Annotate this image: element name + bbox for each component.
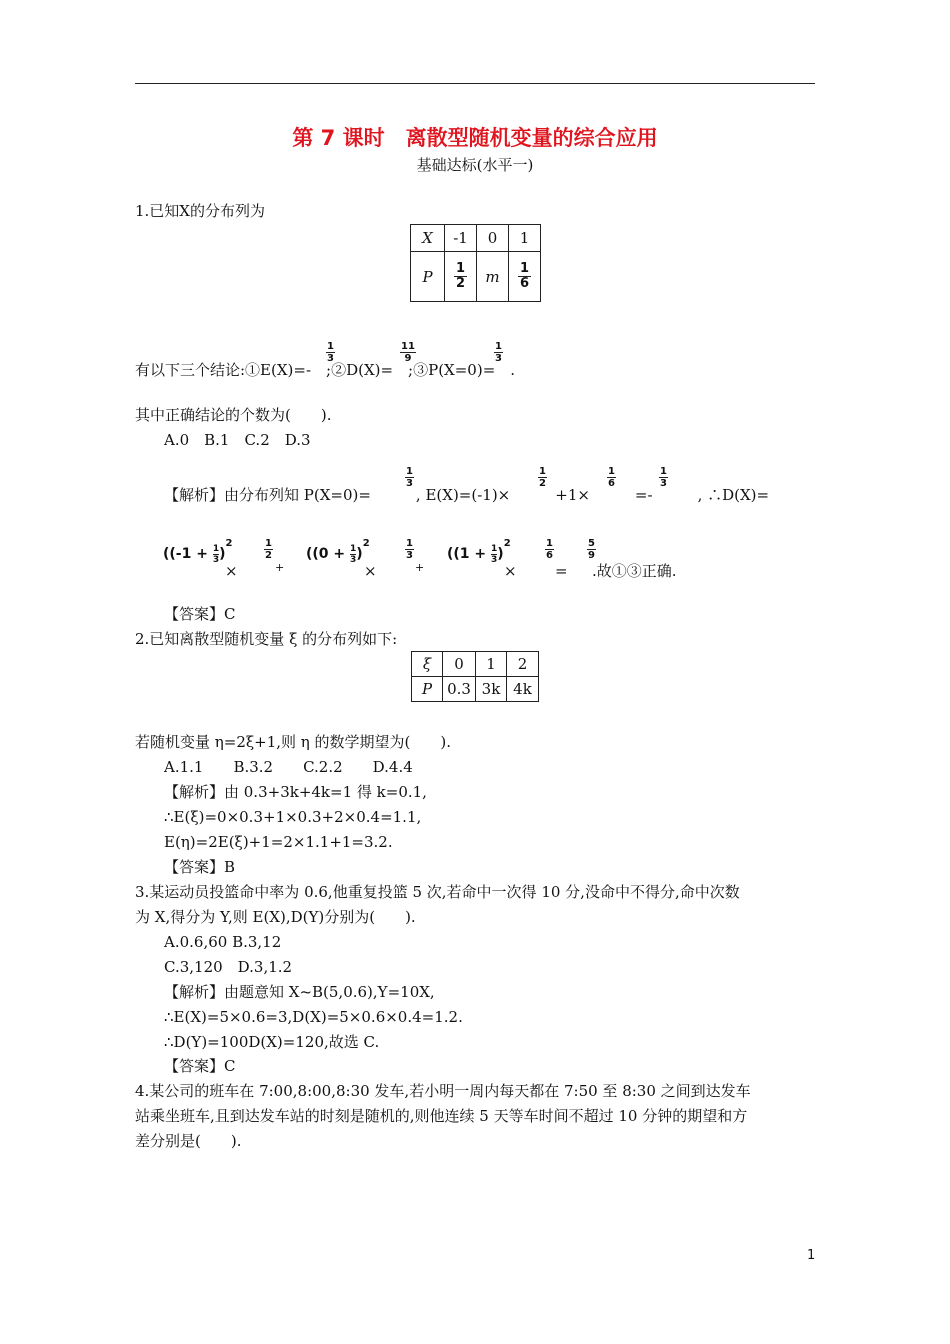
fraction: $\frac{1}{6}$	[519, 261, 530, 291]
q2-analysis-line: ∴E(ξ)=0×0.3+1×0.3+2×0.4=1.1,	[164, 808, 422, 826]
q3-stem-line: 为 X,得分为 Y,则 E(X),D(Y)分别为( ).	[135, 908, 416, 926]
q2-answer: 【答案】B	[164, 858, 236, 876]
page-number: 1	[807, 1248, 816, 1263]
q2-analysis-line: 【解析】由 0.3+3k+4k=1 得 k=0.1,	[164, 783, 427, 801]
fraction: 1 3	[660, 466, 667, 489]
lesson-subtitle: 基础达标(水平一)	[416, 156, 534, 174]
q3-analysis-line: ∴D(Y)=100D(X)=120,故选 C.	[164, 1033, 380, 1051]
plus-sign: +	[415, 561, 425, 574]
table-cell: P	[412, 677, 443, 702]
q1-stem: 1.已知X的分布列为	[135, 202, 265, 220]
q4-stem-line: 差分别是( ).	[135, 1132, 242, 1150]
q4-stem-line: 4.某公司的班车在 7:00,8:00,8:30 发车,若小明一周内每天都在 7:50 至 8:30 之间到达发车	[135, 1082, 751, 1100]
q1-distribution-table	[410, 224, 541, 302]
table-cell: -1	[445, 225, 477, 252]
table-cell: X	[411, 225, 445, 252]
q2-question: 若随机变量 η=2ξ+1,则 η 的数学期望为( ).	[135, 733, 452, 751]
equals-sign: =	[555, 562, 568, 580]
q3-analysis-line: 【解析】由题意知 X~B(5,0.6),Y=10X,	[164, 983, 435, 1001]
fraction: $\frac{1}{2}$	[455, 261, 466, 291]
plus-sign: +	[275, 561, 285, 574]
table-cell	[509, 252, 541, 302]
times-sign: ×	[225, 562, 238, 580]
q1-analysis-line1: 【解析】由分布列知 P(X=0)= , E(X)=(-1)× +1× =- , ∴D(X)=	[164, 486, 770, 504]
fraction: 1 3	[495, 341, 502, 364]
q4-stem-line: 站乘坐班车,且到达发车站的时刻是随机的,则他连续 5 天等车时间不超过 10 分钟的期望和方	[135, 1107, 748, 1125]
times-sign: ×	[504, 562, 517, 580]
fraction: 1 6	[608, 466, 615, 489]
table-cell: 2	[507, 652, 539, 677]
table-cell: 0.3	[443, 677, 476, 702]
fraction: 1 3	[327, 341, 334, 364]
q1-conclusions: 有以下三个结论:①E(X)=- ;②D(X)= ;③P(X=0)= .	[135, 361, 516, 379]
fraction: 1 3	[406, 466, 413, 489]
lesson-title: 第 7 课时 离散型随机变量的综合应用	[292, 126, 658, 150]
fraction: 1 2	[265, 538, 272, 561]
q3-analysis-line: ∴E(X)=5×0.6=3,D(X)=5×0.6×0.4=1.2.	[164, 1008, 463, 1026]
q3-answer: 【答案】C	[164, 1057, 236, 1075]
fraction: 1 6	[546, 538, 553, 561]
table-cell: 1	[476, 652, 507, 677]
table-cell: ξ	[412, 652, 443, 677]
table-cell	[445, 252, 477, 302]
squared-expression: ((-1 + $\frac{1}{3})^2$	[163, 538, 233, 565]
table-cell: 0	[443, 652, 476, 677]
table-cell: 4k	[507, 677, 539, 702]
q3-stem-line: 3.某运动员投篮命中率为 0.6,他重复投篮 5 次,若命中一次得 10 分,没命中不得分,命中次数	[135, 883, 740, 901]
q2-stem: 2.已知离散型随机变量 ξ 的分布列如下:	[135, 630, 398, 648]
squared-expression: ((1 + $\frac{1}{3})^2$	[447, 538, 511, 565]
fraction: 11 9	[401, 341, 415, 364]
table-cell: 1	[509, 225, 541, 252]
table-cell: m	[477, 252, 509, 302]
times-sign: ×	[364, 562, 377, 580]
table-cell: 3k	[476, 677, 507, 702]
q1-options: A.0 B.1 C.2 D.3	[164, 431, 311, 449]
header-rule	[135, 83, 815, 84]
q2-options: A.1.1 B.3.2 C.2.2 D.4.4	[164, 758, 413, 776]
fraction: 5 9	[588, 538, 595, 561]
table-cell: 0	[477, 225, 509, 252]
fraction: 1 3	[406, 538, 413, 561]
q3-options-line: A.0.6,60 B.3,12	[164, 933, 282, 951]
q2-distribution-table	[411, 651, 539, 702]
squared-expression: ((0 + $\frac{1}{3})^2$	[306, 538, 370, 565]
q1-answer: 【答案】C	[164, 605, 236, 623]
q3-options-line: C.3,120 D.3,1.2	[164, 958, 293, 976]
q1-question: 其中正确结论的个数为( ).	[135, 406, 332, 424]
table-cell: P	[411, 252, 445, 302]
q2-analysis-line: E(η)=2E(ξ)+1=2×1.1+1=3.2.	[164, 833, 393, 851]
fraction: 1 2	[539, 466, 546, 489]
q1-conclusion-end: .故①③正确.	[592, 562, 677, 580]
